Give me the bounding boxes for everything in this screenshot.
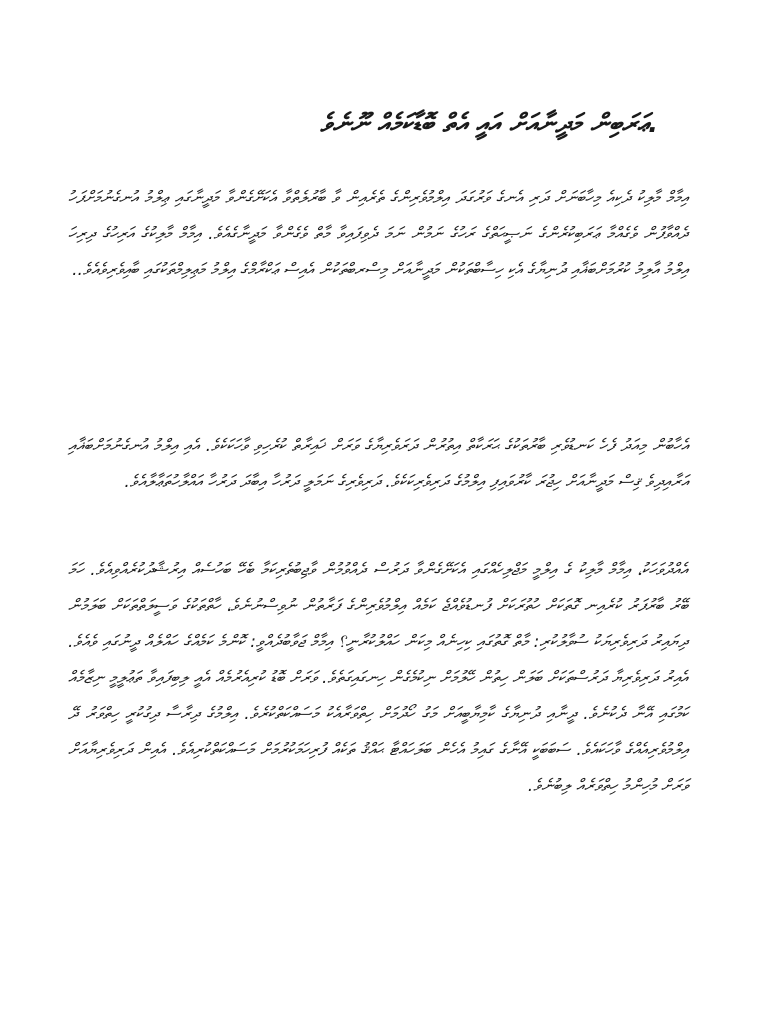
paragraph-3: އެއްދުވަހަކު، އިމާމް މާލިކު ގެ އިލްމީ މަޖްލިހެއްގައި އެކަށޭގެންވާ ދަރުސް ދެއްވުމުން ވާޖިބުތެރިކަމާ ބެހޭ ބަހުސެއް އިރުޝާދުކުރެއްވިއެވެ. ހަމަ ބޭރު ބާރުފަރު ކުރެއިނ ގޮތަކަށް ހުތުރަކަށް ފުނޑުވެއްޖެ ކަމެއް އިލްމުވެރިންގެ ފަރާތުން ނުވިސްނުނެވެ، ހާތްތަކުގެ ވަސީލަތްތަކަށް ބަލަމުން ދިޔައިރު ދަރިވެރިޔަކު ސުވާލުކުރި: މާތް ގޮތުގައި ކިހިނެއް މިކަން ހައްލުކުރާނީ؟ އިމާމް ޖަވާބުދެއްވީ: ކޮންމެ ކަމެއްގެ ހައްލެއް ދީނުގައި ވެއެވެ. އެއިރު ދަރިވެރިޔާ ދަރުސްތަކަށް ބަލަން ހިތުން ހޭލުމަށް ނިކުމެގެން ހިނގައިގަތެވެ. ވަރަށް ބޮޑު ކުރިއެރުމެއް އެއީ ލިބިފައިވާ ތަޢުލީމީ ނިޒާމެއް ކަމުގައި އޭނާ ދެކުނެވެ. ދީނާއި ދުނިޔާގެ ކާމިޔާބީއަށް މަގު ހޯދުމަށް ހިތްވަރާއެކު މަސައްކަތްކުރެވެ. އިލްމުގެ ދިރާސާ ދިގުކުރީ ހިތްވަރު ދޭ އިލްމުވެރިއެއްގެ ވާހަކައެވެ. ސަބަބަކީ އޭނާގެ ގައިމު އެހެން ބަލަހައްޓާ ޙައްޤު ތަކެއް ފުރިހަމަކުރުމަށް މަސައްކަތްކުރިއެވެ. އެއިން ދަރިވެރިޔާއަށް ވަރަށް މުހިންމު ހިތްވަރެއް ލިބުނެވެ. [68,560,688,796]
document-title: .ޢަރަބިން މަދީނާއަށް އައީ އެތް ބޮޑާކަމެއް ނޫނެވެ [320,109,658,139]
paragraph-2: އެހާބުން މިއަދު ފެހެ ކަނޑުވެރި ބާރުތަކުގެ ޙަރަކާތް އިތުރުން ދަރަވެރިޔާގެ ވަރަށް ޚައިރާތް ކުރެހިވި ވާހަކަކެވެ. އެއި އިލްމު އުނގެނުމަށްބަޣާއި އަރާއިދިވެ ޤިސް މަދީނާއަށް ހިޖުރަ ކާރުވައިފި އިލްމުގެ ދަރިވެރިކަކެވެ. ދަރިވެރިގެ ނަމަލީ ދަރުހާ އިބާދަ ދަރުހާ އައްލާހުތަޢާލާއެވެ. [68,436,688,492]
paragraph-1: އިމާމް މާލިކު ދެކިއެ މިހާބަނަށް ދަރި އެނގެ ވަރުގަދަ އިލްމުވެރިންގެ ތެރެއިން ވާ ބާރުލެތްވާ އެކަށޭގެންވާ މަދީނާގައި ޢިލްމު އުނގެނުމަށްފަހު ދެއްވާފުން ވެގެއްމާ ޢަރަބިކުރެންގެ ނަޞީޙަތްގެ ރަހުގެ ނަމުން ނަމަ ދެވިފައިވާ މާތް ވެގެންވާ މަދީނާގެއެވެ. އިމާމް މާލިކުގެ އަރިހުގެ ދިރިހަ އިލްމު އާލިމު ކުރުމަށްބަޣާއި ދުނިޔާގެ އެކި ހިސާބްތަކުން މަދީނާއަށް މިސްރބްތަކުން އެއިސް ޢަކްރާމްގެ އިލްމު މަޢިލިމްތަކުގައި ބާއިވެރިވެއެވެ.. [68,188,688,280]
